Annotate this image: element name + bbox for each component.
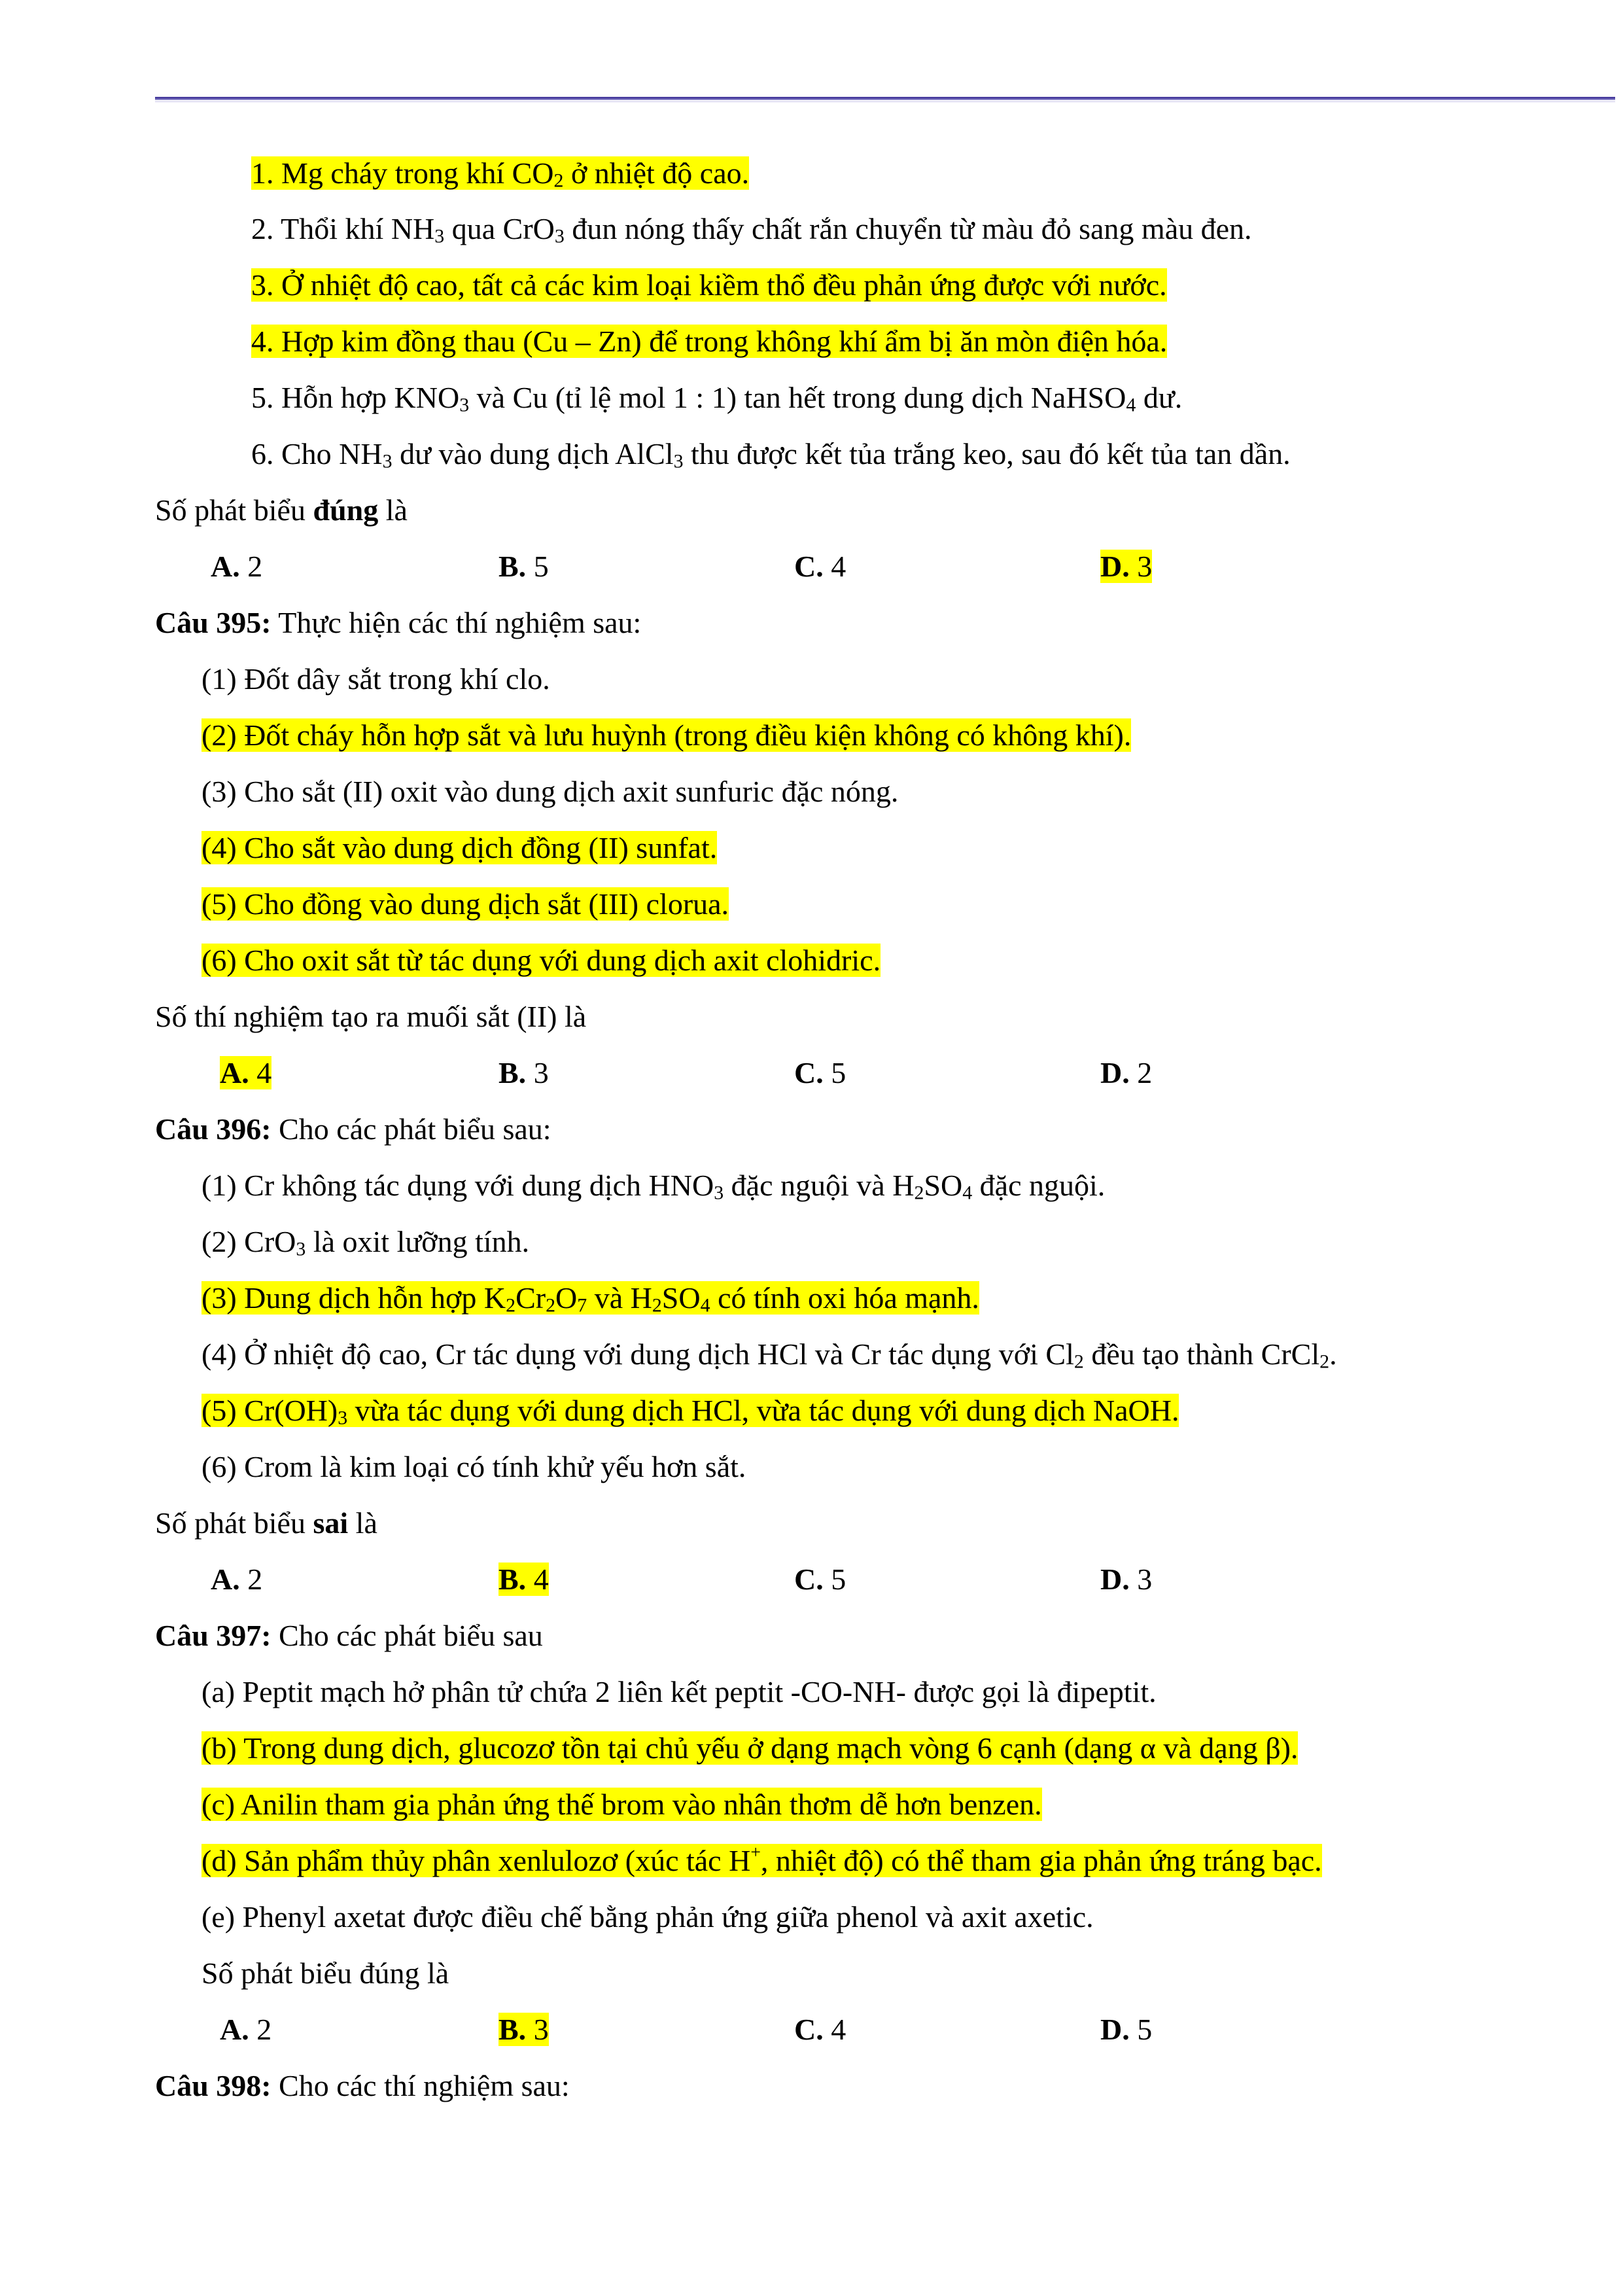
question-397-heading: Câu 397: Cho các phát biểu sau: [155, 1619, 543, 1652]
prev-question-prompt: Số phát biểu đúng là: [155, 493, 408, 527]
q395-item-3: (3) Cho sắt (II) oxit vào dung dịch axit sunfuric đặc nóng.: [201, 775, 899, 808]
question-395-heading: Câu 395: Thực hiện các thí nghiệm sau:: [155, 606, 642, 639]
statement-5: 5. Hỗn hợp $KNO_3$ và Cu (tỉ lệ mol 1 : 1) tan hết trong dung dịch NaHSO$_4$ dư.: [251, 381, 1183, 416]
header-rule: [155, 97, 1615, 100]
q396-item-3: (3) Dung dịch hỗn hợp $K_2Cr_2O_7$ và $H_2SO_4$ có tính oxi hóa mạnh.: [201, 1281, 979, 1316]
q397-option-c[interactable]: C. 4: [794, 2013, 846, 2046]
q396-option-b[interactable]: B. 4: [498, 1563, 549, 1596]
prev-option-c[interactable]: C. 4: [794, 550, 846, 583]
statement-3: 3. Ở nhiệt độ cao, tất cả các kim loại kiềm thổ đều phản ứng được với nước.: [251, 268, 1167, 302]
statement-2: 2. Thổi khí $NH_3$ qua CrO$_3$ đun nóng thấy chất rắn chuyển từ màu đỏ sang màu đen.: [251, 212, 1252, 247]
question-396-heading: Câu 396: Cho các phát biểu sau:: [155, 1112, 551, 1146]
q397-prompt: Số phát biểu đúng là: [201, 1956, 449, 1990]
q395-item-1: (1) Đốt dây sắt trong khí clo.: [201, 662, 550, 696]
q397-option-b[interactable]: B. 3: [498, 2013, 549, 2046]
q396-prompt: Số phát biểu sai là: [155, 1506, 377, 1540]
q396-option-c[interactable]: C. 5: [794, 1563, 846, 1596]
q396-option-a[interactable]: A. 2: [211, 1563, 263, 1596]
q397-item-c: (c) Anilin tham gia phản ứng thế brom vào nhân thơm dễ hơn benzen.: [201, 1788, 1042, 1821]
statement-1: 1. Mg cháy trong khí $CO_2$ ở nhiệt độ cao.: [251, 156, 750, 192]
q396-item-4: (4) Ở nhiệt độ cao, Cr tác dụng với dung dịch HCl và Cr tác dụng với $Cl_2$ đều tạo thành CrCl$_2$.: [201, 1337, 1337, 1373]
question-398-heading: Câu 398: Cho các thí nghiệm sau:: [155, 2069, 570, 2102]
prev-option-a[interactable]: A. 2: [211, 550, 263, 583]
q395-option-c[interactable]: C. 5: [794, 1056, 846, 1089]
q397-item-e: (e) Phenyl axetat được điều chế bằng phản ứng giữa phenol và axit axetic.: [201, 1900, 1094, 1934]
statement-6: 6. Cho $NH_3$ dư vào dung dịch AlCl$_3$ thu được kết tủa trắng keo, sau đó kết tủa tan dần.: [251, 437, 1291, 472]
q397-option-a[interactable]: A. 2: [220, 2013, 272, 2046]
q397-item-d: (d) Sản phẩm thủy phân xenlulozơ (xúc tác H+, nhiệt độ) có thể tham gia phản ứng tráng bạc.: [201, 1841, 1322, 1877]
q395-item-6: (6) Cho oxit sắt từ tác dụng với dung dịch axit clohidric.: [201, 944, 881, 977]
q395-option-b[interactable]: B. 3: [498, 1056, 549, 1089]
prev-option-b[interactable]: B. 5: [498, 550, 549, 583]
q395-item-4: (4) Cho sắt vào dung dịch đồng (II) sunfat.: [201, 831, 718, 864]
q397-item-a: (a) Peptit mạch hở phân tử chứa 2 liên kết peptit -CO-NH- được gọi là đipeptit.: [201, 1675, 1157, 1708]
q396-option-d[interactable]: D. 3: [1100, 1563, 1153, 1596]
statement-4: 4. Hợp kim đồng thau (Cu – Zn) để trong không khí ẩm bị ăn mòn điện hóa.: [251, 325, 1168, 358]
q395-option-a[interactable]: A. 4: [220, 1056, 272, 1089]
q395-option-d[interactable]: D. 2: [1100, 1056, 1153, 1089]
q397-item-b: (b) Trong dung dịch, glucozơ tồn tại chủ yếu ở dạng mạch vòng 6 cạnh (dạng α và dạng β).: [201, 1731, 1299, 1765]
prev-option-d[interactable]: D. 3: [1100, 550, 1153, 583]
q396-item-2: (2) CrO$_3$ là oxit lưỡng tính.: [201, 1225, 530, 1260]
q396-item-6: (6) Crom là kim loại có tính khử yếu hơn sắt.: [201, 1450, 746, 1483]
q395-item-2: (2) Đốt cháy hỗn hợp sắt và lưu huỳnh (trong điều kiện không có không khí).: [201, 718, 1132, 752]
q397-option-d[interactable]: D. 5: [1100, 2013, 1153, 2046]
q395-prompt: Số thí nghiệm tạo ra muối sắt (II) là: [155, 1000, 587, 1033]
q396-item-5: (5) $Cr(OH)_3$ vừa tác dụng với dung dịch HCl, vừa tác dụng với dung dịch NaOH.: [201, 1394, 1179, 1429]
q395-item-5: (5) Cho đồng vào dung dịch sắt (III) clorua.: [201, 887, 729, 921]
q396-item-1: (1) Cr không tác dụng với dung dịch $HNO_3$ đặc nguội và $H_2SO_4$ đặc nguội.: [201, 1169, 1106, 1204]
